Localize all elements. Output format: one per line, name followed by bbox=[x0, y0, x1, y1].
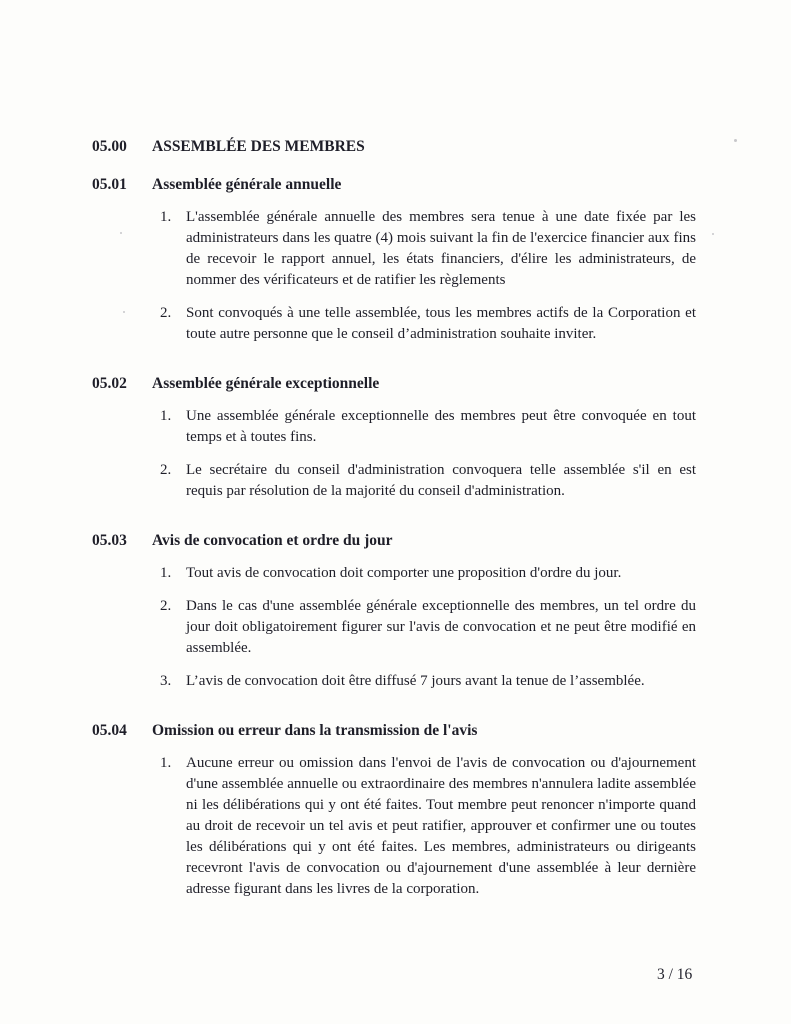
list-item-number: 1. bbox=[160, 408, 172, 424]
section-05-01 bbox=[92, 175, 696, 345]
section-title: Omission ou erreur dans la transmission de l'avis bbox=[152, 722, 478, 739]
list-item-text: Une assemblée générale exceptionnelle des membres peut être convoquée en tout temps et à toutes fins. bbox=[186, 408, 696, 445]
section-title: Assemblée générale exceptionnelle bbox=[152, 375, 380, 392]
list-item-number: 2. bbox=[160, 305, 172, 321]
section-heading bbox=[92, 531, 696, 551]
section-number: 05.00 bbox=[92, 138, 127, 155]
section-number: 05.01 bbox=[92, 176, 127, 193]
list-item-number: 1. bbox=[160, 209, 172, 225]
section-title: Avis de convocation et ordre du jour bbox=[152, 532, 393, 549]
section-items bbox=[160, 563, 696, 692]
list-item-text: L’avis de convocation doit être diffusé 7 jours avant la tenue de l’assemblée. bbox=[186, 673, 645, 689]
section-05-03 bbox=[92, 531, 696, 692]
section-05-04 bbox=[92, 721, 696, 900]
list-item-text: Le secrétaire du conseil d'administration convoquera telle assemblée s'il en est requis par résolution de la majorité du conseil d'administration. bbox=[186, 462, 696, 499]
list-item-text: Dans le cas d'une assemblée générale exceptionnelle des membres, un tel ordre du jour doit obligatoirement figurer sur l'avis de convocation et ne peut être modifié en assemblée. bbox=[186, 598, 696, 656]
scan-artifact bbox=[734, 139, 737, 142]
section-title: ASSEMBLÉE DES MEMBRES bbox=[152, 138, 365, 155]
section-heading bbox=[92, 721, 696, 741]
section-items bbox=[160, 753, 696, 900]
list-item-number: 1. bbox=[160, 755, 172, 771]
list-item-number: 3. bbox=[160, 673, 172, 689]
list-item-number: 1. bbox=[160, 565, 172, 581]
list-item bbox=[160, 406, 696, 448]
list-item-text: Sont convoqués à une telle assemblée, tous les membres actifs de la Corporation et toute autre personne que le conseil d’administration souhaite inviter. bbox=[186, 305, 696, 342]
scan-artifact bbox=[712, 233, 714, 235]
list-item-number: 2. bbox=[160, 598, 172, 614]
list-item bbox=[160, 207, 696, 291]
list-item bbox=[160, 596, 696, 659]
section-items bbox=[160, 406, 696, 502]
list-item-text: Aucune erreur ou omission dans l'envoi de l'avis de convocation ou d'ajournement d'une assemblée annuelle ou extraordinaire des membres n'annulera ladite assemblée ni les délibérations qui y ont été faites. Tout membre peut renoncer n'importe quand au droit de recevoir un tel avis et peut ratifier, approuver et confirmer une ou toutes les délibérations qui y ont été faites. Les membres, administrateurs ou dirigeants recevront l'avis de convocation ou d'ajournement d'une assemblée à leur dernière adresse figurant dans les livres de la corporation. bbox=[186, 755, 696, 897]
page-number: 3 / 16 bbox=[657, 966, 693, 983]
list-item bbox=[160, 753, 696, 900]
scan-artifact bbox=[120, 232, 122, 234]
list-item-text: L'assemblée générale annuelle des membres sera tenue à une date fixée par les administrateurs dans les quatre (4) mois suivant la fin de l'exercice financier aux fins de recevoir le rapport annuel, les états financiers, d'élire les administrateurs, de nommer des vérificateurs et de ratifier les règlements bbox=[186, 209, 696, 288]
list-item bbox=[160, 460, 696, 502]
list-item-text: Tout avis de convocation doit comporter une proposition d'ordre du jour. bbox=[186, 565, 622, 581]
section-heading bbox=[92, 175, 696, 195]
section-05-00 bbox=[92, 137, 696, 157]
section-number: 05.04 bbox=[92, 722, 127, 739]
section-number: 05.03 bbox=[92, 532, 127, 549]
section-title: Assemblée générale annuelle bbox=[152, 176, 342, 193]
section-heading bbox=[92, 137, 696, 157]
document-body bbox=[92, 137, 696, 900]
section-05-02 bbox=[92, 374, 696, 502]
section-heading bbox=[92, 374, 696, 394]
list-item bbox=[160, 671, 696, 692]
list-item bbox=[160, 303, 696, 345]
list-item-number: 2. bbox=[160, 462, 172, 478]
section-number: 05.02 bbox=[92, 375, 127, 392]
list-item bbox=[160, 563, 696, 584]
section-items bbox=[160, 207, 696, 345]
scan-artifact bbox=[123, 311, 125, 313]
